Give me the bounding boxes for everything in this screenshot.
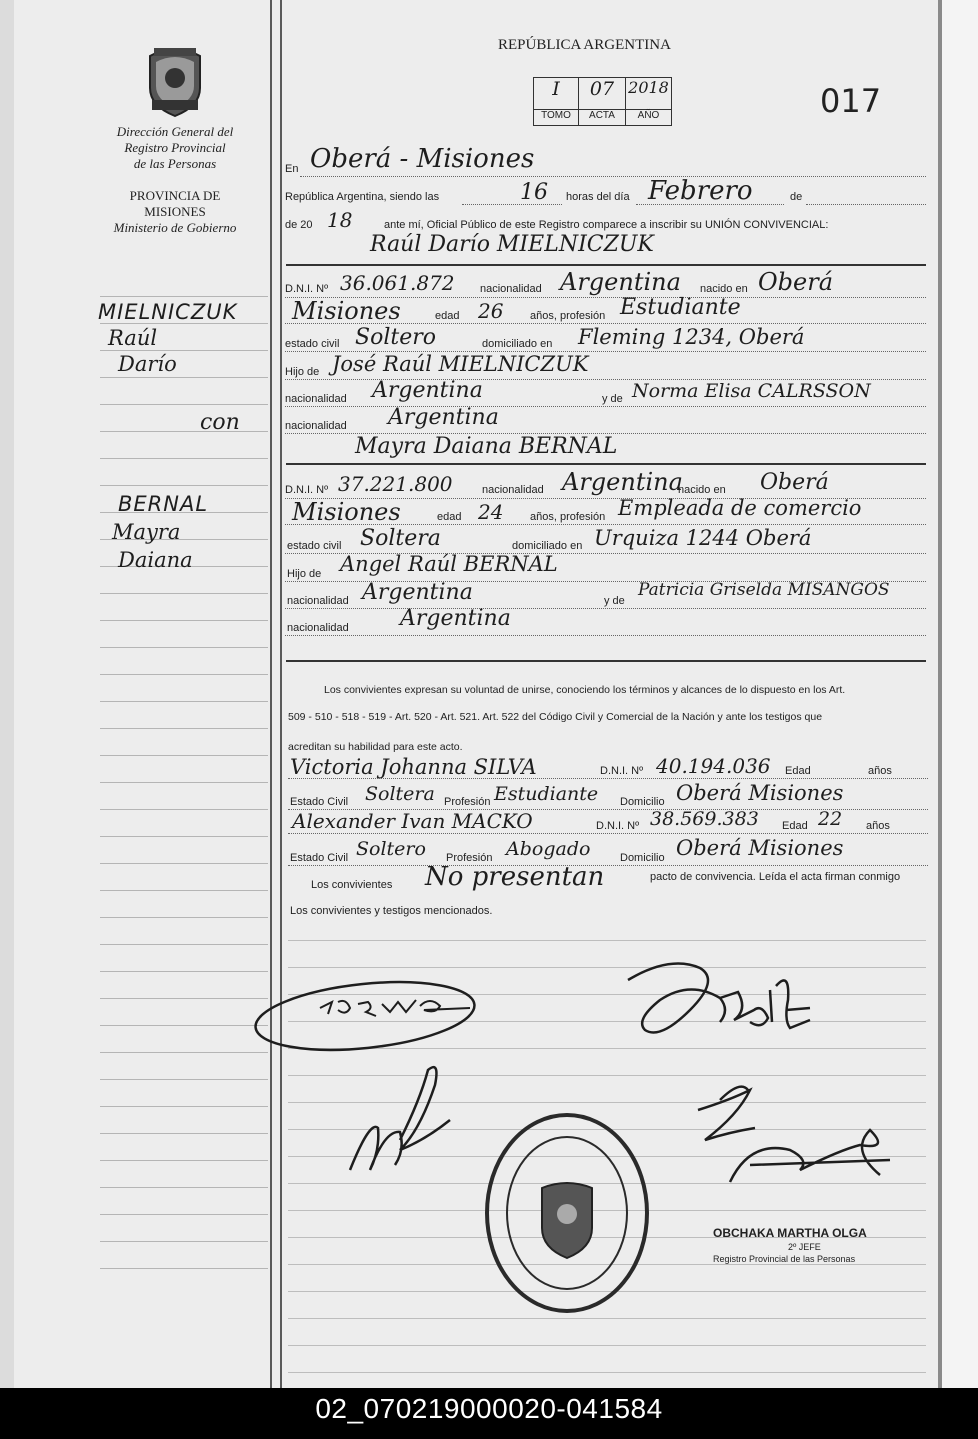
margin-name2-surname: BERNAL <box>118 492 209 516</box>
year-prefix: de 20 <box>285 219 313 231</box>
legal-text-line: acreditan su habilidad para este acto. <box>288 741 463 753</box>
official-title: 2º JEFE <box>788 1242 821 1252</box>
agency-line: de las Personas <box>133 156 217 171</box>
margin-name1-surname: MIELNICZUK <box>98 300 238 324</box>
margin-rule <box>100 1214 268 1215</box>
margin-rule <box>100 1025 268 1026</box>
margin-rule <box>100 404 268 405</box>
person1-fullname: Raúl Darío MIELNICZUK <box>370 232 654 257</box>
pacto-label: pacto de convivencia. Leída el acta firman conmigo <box>650 871 901 883</box>
nacido-en-label: nacido en <box>678 484 726 496</box>
margin-name1-given: Raúl <box>108 326 158 350</box>
main-rule <box>288 1318 926 1319</box>
signature-3 <box>350 1067 450 1170</box>
witness2-address: Oberá Misiones <box>676 836 844 860</box>
binding-margin <box>0 0 14 1388</box>
place-value: Oberá - Misiones <box>310 144 535 174</box>
person2-nationality: Argentina <box>562 468 683 496</box>
main-rule <box>288 1372 926 1373</box>
person1-birthplace-province: Misiones <box>292 297 401 325</box>
person1-birthplace: Oberá <box>758 268 834 296</box>
witness1-civil-status: Soltera <box>365 783 435 805</box>
margin-rule <box>100 647 268 648</box>
tomo-value: I <box>552 78 560 100</box>
y-de-label: y de <box>602 393 623 405</box>
dni-label: D.N.I. Nº <box>285 484 329 496</box>
margin-rule <box>100 1079 268 1080</box>
dotted-line <box>288 832 928 834</box>
person2-mother: Patricia Griselda MISANGOS <box>638 580 890 600</box>
dotted-line <box>285 322 926 324</box>
witness2-occupation: Abogado <box>506 838 591 860</box>
margin-rule <box>100 593 268 594</box>
margin-name2-given2: Daiana <box>118 548 193 572</box>
person1-civil-status: Soltero <box>355 325 436 350</box>
witness2-name: Alexander Ivan MACKO <box>292 809 533 833</box>
section-separator <box>286 264 926 266</box>
person2-civil-status: Soltera <box>360 526 441 551</box>
province-line: PROVINCIA DE <box>129 188 221 203</box>
domiciliado-label: domiciliado en <box>512 540 583 552</box>
person2-father-nationality: Argentina <box>362 580 473 605</box>
margin-rule <box>100 998 268 999</box>
siendo-label: República Argentina, siendo las <box>285 191 440 203</box>
horas-label: horas del día <box>566 191 630 203</box>
province-coat-of-arms-icon <box>140 42 210 120</box>
province-line: MISIONES <box>144 204 206 219</box>
profesion-label: años, profesión <box>530 310 606 322</box>
domicilio-label: Domicilio <box>620 852 665 864</box>
nacionalidad-label: nacionalidad <box>482 484 544 496</box>
dotted-line <box>285 523 926 525</box>
hijo-de-label: Hijo de <box>287 568 322 580</box>
signature-1 <box>252 973 477 1060</box>
margin-rule <box>100 863 268 864</box>
witness1-occupation: Estudiante <box>494 783 599 805</box>
margin-rule <box>100 728 268 729</box>
witness2-age: 22 <box>818 808 843 830</box>
witness1-name: Victoria Johanna SILVA <box>290 755 537 779</box>
witness2-dni: 38.569.383 <box>650 808 759 830</box>
margin-name2-given: Mayra <box>112 520 181 544</box>
y-de-label: y de <box>604 595 625 607</box>
person2-occupation: Empleada de comercio <box>618 496 862 520</box>
person2-age: 24 <box>478 500 504 524</box>
anio-label: AÑO <box>625 109 672 126</box>
witness2-civil-status: Soltero <box>356 838 426 860</box>
margin-name1-given2: Darío <box>118 352 177 376</box>
acta-value: 07 <box>589 78 615 100</box>
tomo-label: TOMO <box>533 109 579 126</box>
nacido-en-label: nacido en <box>700 283 748 295</box>
edad-label: Edad <box>782 820 808 832</box>
edad-label: edad <box>437 511 462 523</box>
official-office: Registro Provincial de las Personas <box>713 1254 856 1264</box>
margin-rule <box>100 971 268 972</box>
document-code: 02_070219000020-041584 <box>315 1393 663 1424</box>
dotted-line <box>288 864 928 866</box>
main-rule <box>288 940 926 941</box>
profesion-label: años, profesión <box>530 511 606 523</box>
profesion-label: Profesión <box>446 852 493 864</box>
dotted-line <box>300 175 926 177</box>
anios-label: años <box>866 820 890 832</box>
margin-rule <box>100 1052 268 1053</box>
margin-rule <box>100 944 268 945</box>
margin-rule <box>100 1268 268 1269</box>
dni-label: D.N.I. Nº <box>596 820 640 832</box>
person1-father: José Raúl MIELNICZUK <box>332 352 589 376</box>
country-heading: REPÚBLICA ARGENTINA <box>498 37 671 53</box>
nacionalidad-label: nacionalidad <box>285 393 347 405</box>
section-separator <box>286 463 926 465</box>
person1-mother-nationality: Argentina <box>388 405 499 430</box>
anio-value: 2018 <box>628 78 669 97</box>
person2-father: Angel Raúl BERNAL <box>340 552 558 576</box>
dotted-line <box>285 405 926 407</box>
margin-rule <box>100 1187 268 1188</box>
hour-value: 16 <box>520 180 548 205</box>
margin-rule <box>100 755 268 756</box>
witness1-address: Oberá Misiones <box>676 781 844 805</box>
margin-rule <box>100 431 268 432</box>
margin-rule <box>100 1133 268 1134</box>
signature-5 <box>730 1130 890 1182</box>
person1-occupation: Estudiante <box>620 295 741 320</box>
person2-birthplace: Oberá <box>760 470 829 495</box>
margin-rule <box>100 458 268 459</box>
person2-dni: 37.221.800 <box>338 472 453 496</box>
margin-rule <box>100 620 268 621</box>
margin-rule <box>100 377 268 378</box>
official-name: OBCHAKA MARTHA OLGA <box>713 1226 867 1240</box>
page-number: 017 <box>820 82 882 120</box>
margin-rule <box>100 782 268 783</box>
profesion-label: Profesión <box>444 796 491 808</box>
margin-rule <box>100 836 268 837</box>
closing-text: Los convivientes y testigos mencionados. <box>290 905 493 917</box>
margin-rule <box>100 890 268 891</box>
legal-text-line: 509 - 510 - 518 - 519 - Art. 520 - Art. 521. Art. 522 del Código Civil y Comercial de la Nación y ante los testigos que <box>288 711 823 723</box>
agency-name <box>100 124 250 172</box>
person1-nationality: Argentina <box>560 268 681 296</box>
person2-fullname: Mayra Daiana BERNAL <box>355 434 618 459</box>
tomo-cell <box>533 77 579 110</box>
year-suffix: 18 <box>327 208 353 232</box>
domiciliado-label: domiciliado en <box>482 338 553 350</box>
dotted-line <box>806 203 926 205</box>
person2-address: Urquiza 1244 Oberá <box>594 526 812 550</box>
margin-rule <box>100 701 268 702</box>
dotted-line <box>288 777 928 779</box>
convivientes-label: Los convivientes <box>311 879 393 891</box>
estado-civil-label: Estado Civil <box>290 796 349 808</box>
dotted-line <box>285 634 926 636</box>
agency-line: Registro Provincial <box>124 140 226 155</box>
person2-birthplace-province: Misiones <box>292 498 401 526</box>
margin-rule <box>100 1241 268 1242</box>
acta-label: ACTA <box>578 109 626 126</box>
page-edge-background <box>942 0 978 1388</box>
margin-rule <box>100 917 268 918</box>
province-name <box>100 188 250 236</box>
estado-civil-label: Estado Civil <box>290 852 349 864</box>
nacionalidad-label: nacionalidad <box>480 283 542 295</box>
ministry-line: Ministerio de Gobierno <box>113 220 237 235</box>
person1-address: Fleming 1234, Oberá <box>578 325 805 349</box>
pacto-value: No presentan <box>425 862 605 892</box>
dni-label: D.N.I. Nº <box>600 765 644 777</box>
nacionalidad-label: nacionalidad <box>287 622 349 634</box>
person2-mother-nationality: Argentina <box>400 606 511 631</box>
dni-label: D.N.I. Nº <box>285 283 329 295</box>
person1-mother: Norma Elisa CALRSSON <box>632 380 871 402</box>
de-label: de <box>790 191 803 203</box>
estado-civil-label: estado civil <box>285 338 340 350</box>
acta-cell <box>578 77 626 110</box>
estado-civil-label: estado civil <box>287 540 342 552</box>
official-stamp-icon <box>482 1110 652 1316</box>
nacionalidad-label: nacionalidad <box>285 420 347 432</box>
margin-rule <box>100 1160 268 1161</box>
hijo-de-label: Hijo de <box>285 366 320 378</box>
dotted-line <box>285 607 926 609</box>
en-label: En <box>285 163 299 175</box>
person1-dni: 36.061.872 <box>340 271 455 295</box>
witness1-dni: 40.194.036 <box>656 754 771 778</box>
comparece-label: ante mí, Oficial Público de este Registro comparece a inscribir su UNIÓN CONVIVENCIAL: <box>384 219 829 231</box>
margin-rule <box>100 674 268 675</box>
legal-text-line: Los convivientes expresan su voluntad de unirse, conociendo los términos y alcances de lo dispuesto en los Art. <box>324 684 846 696</box>
margin-rule <box>100 350 268 351</box>
anios-label: años <box>868 765 892 777</box>
agency-line: Dirección General del <box>116 124 234 139</box>
margin-con: con <box>200 410 240 435</box>
margin-rule <box>100 296 268 297</box>
edad-label: Edad <box>785 765 811 777</box>
person1-father-nationality: Argentina <box>372 378 483 403</box>
anio-cell <box>625 77 672 110</box>
person1-age: 26 <box>478 299 504 323</box>
edad-label: edad <box>435 310 460 322</box>
section-separator <box>286 660 926 662</box>
month-value: Febrero <box>648 176 753 206</box>
signature-2 <box>628 964 810 1033</box>
margin-rule <box>100 809 268 810</box>
margin-rule <box>100 1106 268 1107</box>
domicilio-label: Domicilio <box>620 796 665 808</box>
nacionalidad-label: nacionalidad <box>287 595 349 607</box>
signature-4 <box>698 1087 755 1140</box>
main-rule <box>288 1345 926 1346</box>
margin-rule <box>100 485 268 486</box>
